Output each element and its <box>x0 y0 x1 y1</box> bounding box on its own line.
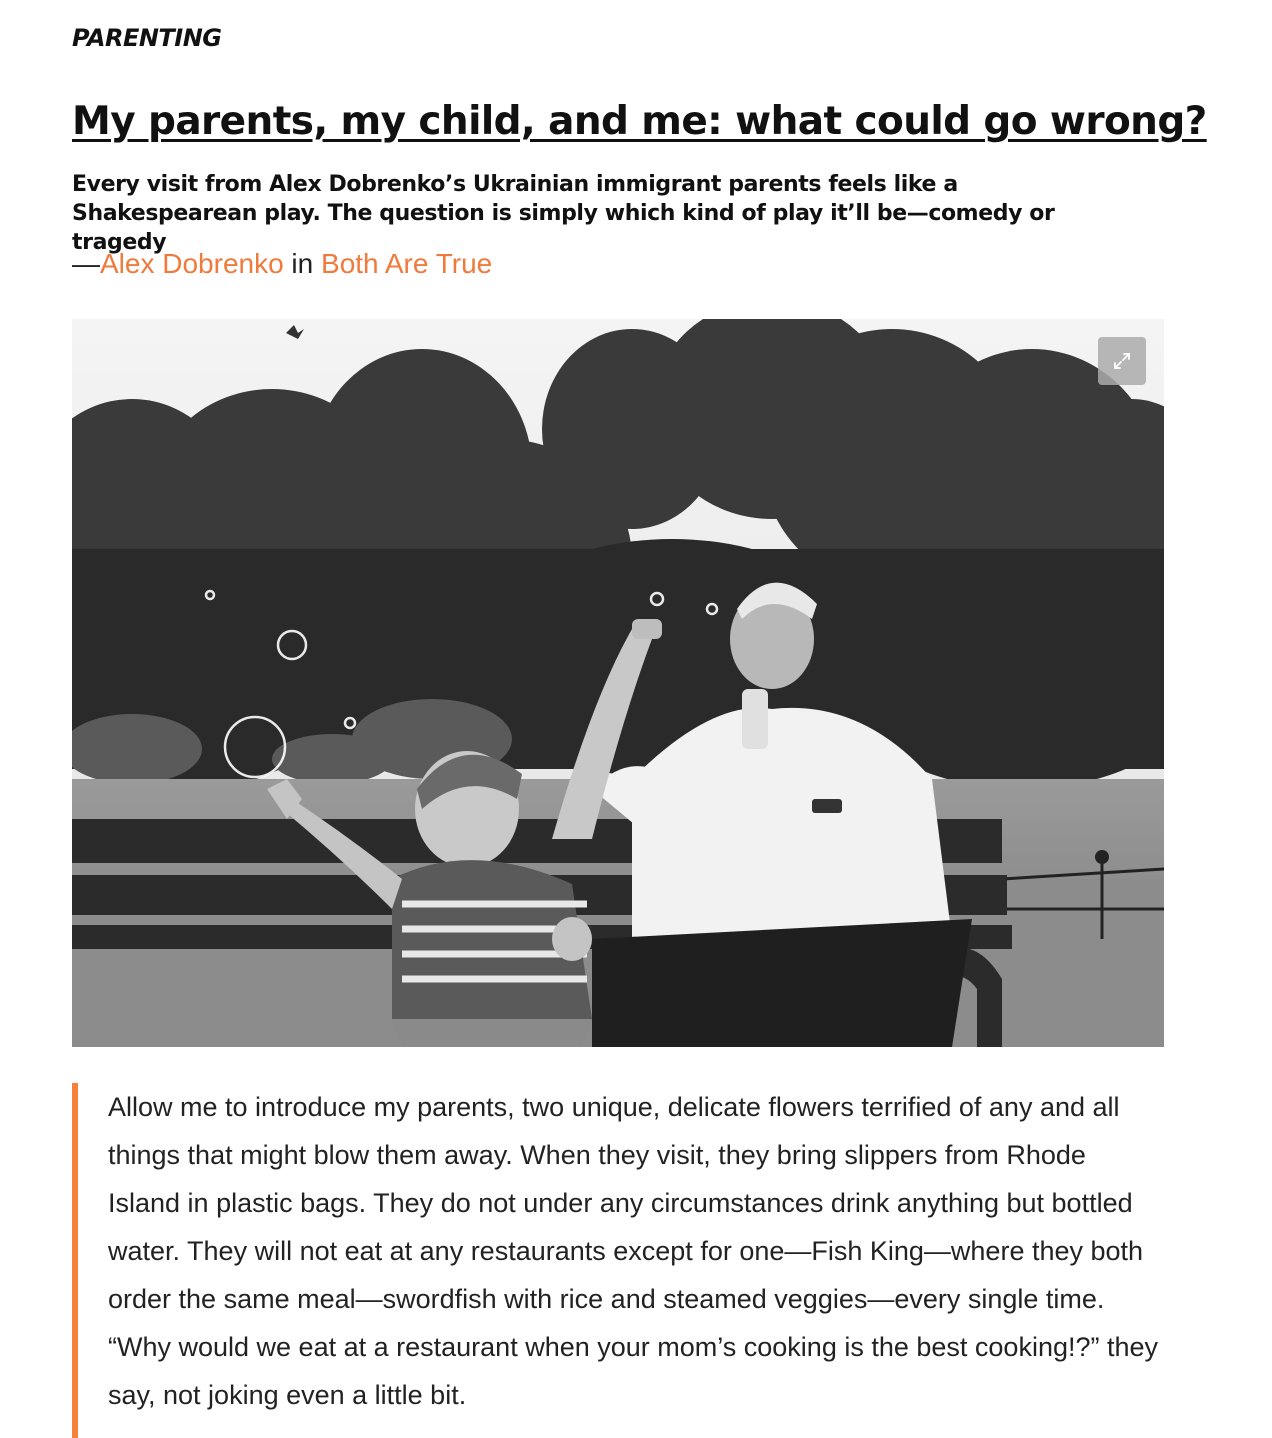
byline-connector: in <box>283 248 322 279</box>
byline <box>72 248 492 280</box>
author-link[interactable]: Alex Dobrenko <box>100 248 284 279</box>
hero-photo-illustration <box>72 319 1164 1047</box>
pull-quote-text: Allow me to introduce my parents, two unique, delicate flowers terrified of any and all things that might blow them away. When they visit, they bring slippers from Rhode Island in plastic bags. They do not under any circumstances drink anything but bottled water. They will not eat at any restaurants except for one—Fish King—where they both order the same meal—swordfish with rice and steamed veggies—every single time. “Why would we eat at a restaurant when your mom’s cooking is the best cooking!?” they say, not joking even a little bit. <box>108 1092 1159 1410</box>
publication-link[interactable]: Both Are True <box>321 248 493 279</box>
pull-quote <box>72 1083 1170 1438</box>
expand-image-button[interactable] <box>1098 337 1146 385</box>
byline-dash: — <box>72 248 100 279</box>
hero-photo <box>72 319 1164 1047</box>
article-category: PARENTING <box>72 24 222 52</box>
expand-icon <box>1111 350 1133 372</box>
article-title-link[interactable]: My parents, my child, and me: what could go wrong? <box>72 99 1207 144</box>
article-subtitle: Every visit from Alex Dobrenko’s Ukrainian immigrant parents feels like a Shakespearean play. The question is simply which kind of play it’ll be—comedy or tragedy <box>72 172 1055 255</box>
